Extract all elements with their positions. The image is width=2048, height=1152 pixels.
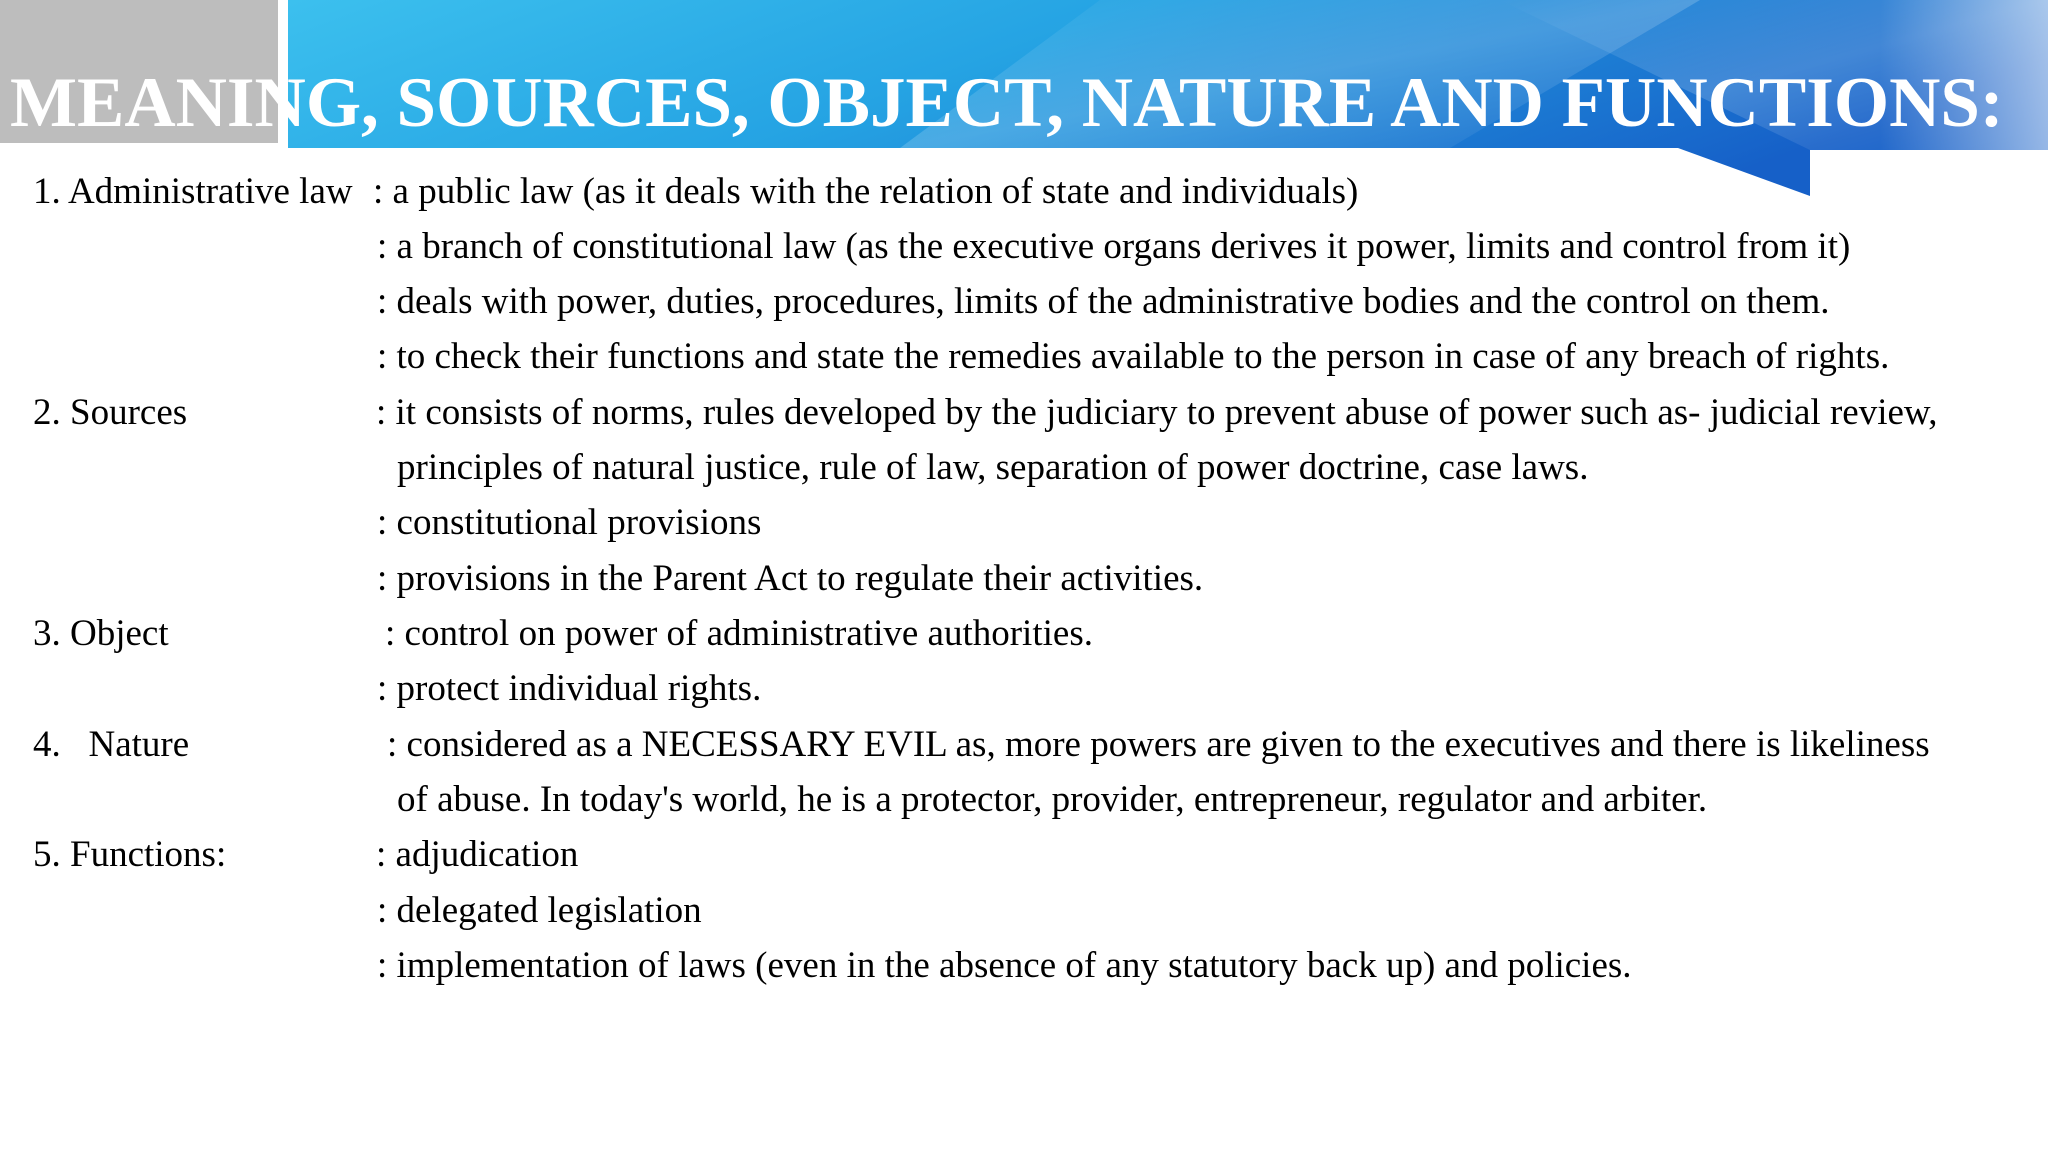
definition-line: : provisions in the Parent Act to regulate their activities. — [377, 558, 1204, 599]
definition-line: : it consists of norms, rules developed by the judiciary to prevent abuse of power such as- judicial review, — [376, 392, 1938, 433]
term-administrative-law: 1. Administrative law — [33, 171, 353, 212]
definition-line: : control on power of administrative authorities. — [385, 613, 1093, 654]
definition-line: : a public law (as it deals with the relation of state and individuals) — [373, 171, 1359, 212]
definition-line: : constitutional provisions — [377, 502, 762, 543]
definition-line: : considered as a NECESSARY EVIL as, more powers are given to the executives and there is likeliness — [387, 724, 1930, 765]
definition-line: : adjudication — [376, 834, 579, 875]
term-object: 3. Object — [33, 613, 169, 654]
definition-line: : protect individual rights. — [377, 668, 762, 709]
slide-title: MEANING, SOURCES, OBJECT, NATURE AND FUNCTIONS: — [10, 64, 2004, 142]
definition-line: : a branch of constitutional law (as the executive organs derives it power, limits and control from it) — [377, 226, 1851, 267]
definition-line: : to check their functions and state the remedies available to the person in case of any breach of rights. — [377, 336, 1890, 377]
term-nature: 4. Nature — [33, 724, 190, 765]
term-functions: 5. Functions: — [33, 834, 227, 875]
definition-line: : deals with power, duties, procedures, limits of the administrative bodies and the control on them. — [377, 281, 1830, 322]
term-sources: 2. Sources — [33, 392, 188, 433]
definition-line: : delegated legislation — [377, 890, 702, 931]
definition-line: of abuse. In today's world, he is a protector, provider, entrepreneur, regulator and arbiter. — [397, 779, 1708, 820]
definition-line: principles of natural justice, rule of law, separation of power doctrine, case laws. — [397, 447, 1589, 488]
definition-line: : implementation of laws (even in the absence of any statutory back up) and policies. — [377, 945, 1632, 986]
